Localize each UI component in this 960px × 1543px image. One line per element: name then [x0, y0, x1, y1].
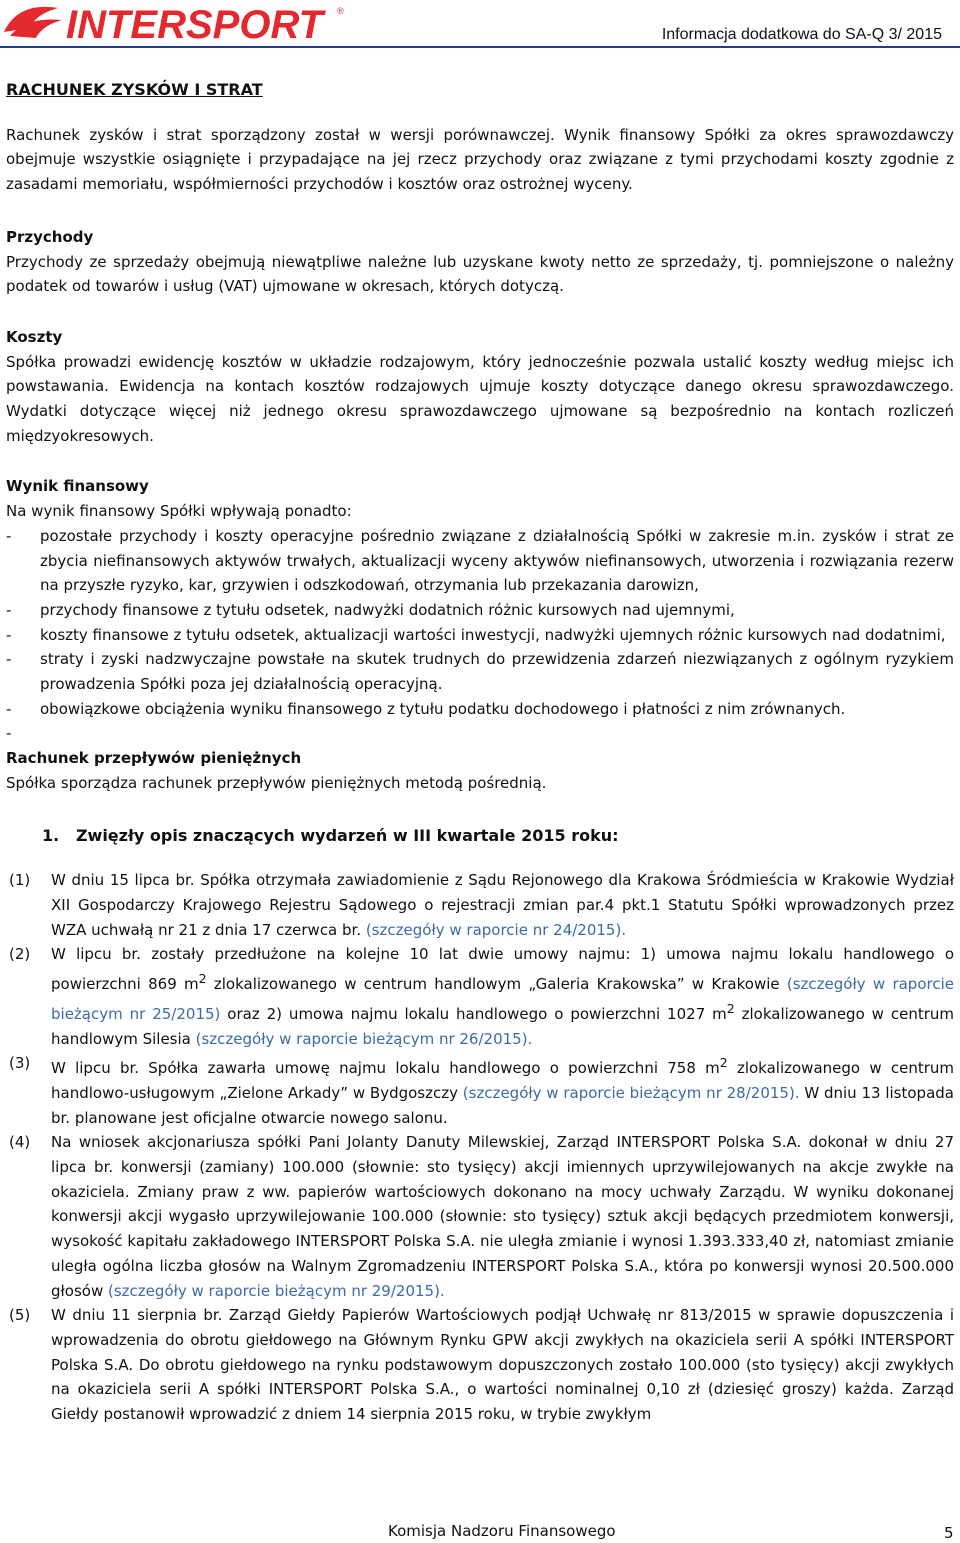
list-dash: - [6, 625, 12, 644]
event-item: (4) Na wniosek akcjonariusza spółki Pani Jolanty Danuty Milewskiej, Zarząd INTERSPORT Polska S.A. dokonał w dniu 27 lipca br. konwersji (zamiany) 100.000 (słownie: sto tysięcy) akcji imiennych uprzywilejowanych na akcje zwykłe na okaziciela. Zmiany praw z ww. papierów wartościowych dokonano na mocy uchwały Zarządu. W wyniku dokonanej konwersji akcji wygasło uprzywilejowanie 100.000 (słownie: sto tysięcy) sztuk akcji będących przedmiotem konwersji, wysokość kapitału zakładowego INTERSPORT Polska S.A. nie uległa zmianie i wynosi 1.393.333,40 zł, natomiast zmianie uległa ogólna liczba głosów na Walnym Zgromadzeniu INTERSPORT Polska S.A., która po konwersji wynosi 20.500.000 głosów (szczegóły w raporcie bieżącym nr 29/2015). [6, 1130, 954, 1303]
page-header [0, 0, 960, 48]
list-item: - straty i zyski nadzwyczajne powstałe na skutek trudnych do przewidzenia zdarzeń niezwiązanych z ogólnym ryzykiem prowadzenia Spółki poza jej działalnością operacyjną. [6, 647, 954, 696]
event-number: (2) [9, 945, 31, 964]
section-title-income-statement: RACHUNEK ZYSKÓW I STRAT [6, 80, 263, 99]
event-number: (3) [9, 1054, 31, 1073]
intersport-logo [0, 2, 350, 44]
report-link[interactable]: (szczegóły w raporcie bieżącym nr 28/2015). [462, 1083, 800, 1102]
heading-financial-result: Wynik finansowy [6, 477, 149, 496]
event-item: (2) W lipcu br. zostały przedłużone na kolejne 10 lat dwie umowy najmu: 1) umowa najmu lokalu handlowego o powierzchni 869 $m^2$ zlokalizowanego w centrum handlowym „Galeria Krakowska” w Krakowie (szczegóły w raporcie bieżącym nr 25/2015) oraz 2) umowa najmu lokalu handlowego o powierzchni 1027 $m^2$ zlokalizowanego w centrum handlowym Silesia (szczegóły w raporcie bieżącym nr 26/2015). [6, 942, 954, 1051]
list-dash: - [6, 526, 12, 545]
event-item: (1) W dniu 15 lipca br. Spółka otrzymała zawiadomienie z Sądu Rejonowego dla Krakowa Śródmieścia w Krakowie Wydział XII Gospodarczy Krajowego Rejestru Sądowego o rejestracji zmian par.4 pkt.1 Statutu Spółki wprowadzonych przez WZA uchwałą nr 21 z dnia 17 czerwca br. (szczegóły w raporcie nr 24/2015). [6, 868, 954, 942]
event-item: (3) W lipcu br. Spółka zawarła umowę najmu lokalu handlowego o powierzchni 758 $m^2$ zlokalizowanego w centrum handlowo-usługowym „Zielone Arkady” w Bydgoszczy (szczegóły w raporcie bieżącym nr 28/2015). W dniu 13 listopada br. planowane jest oficjalne otwarcie nowego salonu. [6, 1051, 954, 1130]
costs-paragraph: Spółka prowadzi ewidencję kosztów w układzie rodzajowym, który jednocześnie pozwala ustalić koszty według miejsc ich powstawania. Ewidencja na kontach kosztów rodzajowych ujmuje koszty dotyczące danego okresu sprawozdawczego. Wydatki dotyczące więcej niż jednego okresu sprawozdawczego ujmowane są bezpośrednio na kontach rozliczeń międzyokresowych. [6, 352, 954, 445]
svg-text:®: ® [337, 6, 344, 16]
report-link[interactable]: (szczegóły w raporcie bieżącym nr 29/2015). [108, 1281, 445, 1300]
list-dash: - [6, 650, 12, 669]
cash-flow-paragraph: Spółka sporządza rachunek przepływów pieniężnych metodą pośrednią. [6, 773, 547, 792]
event-number: (5) [9, 1306, 31, 1325]
heading-costs: Koszty [6, 327, 63, 346]
event-number: (4) [9, 1133, 31, 1152]
list-item: - pozostałe przychody i koszty operacyjne pośrednio związane z działalnością Spółki w zakresie m.in. zysków i strat ze zbycia niefinansowych aktywów trwałych, aktualizacji wyceny aktywów niefinansowych, utworzenia i rozwiązania rezerw na przyszłe ryzyko, kar, grzywien i odszkodowań, otrzymania lub przekazania darowizn, [6, 524, 954, 598]
report-title: Informacja dodatkowa do SA-Q 3/ 2015 [661, 26, 942, 43]
footer-label: Komisja Nadzoru Finansowego [388, 1522, 616, 1540]
list-dash: - [6, 699, 12, 718]
list-item-empty [6, 721, 954, 746]
list-dash: - [6, 724, 12, 743]
heading-cash-flow: Rachunek przepływów pieniężnych [6, 749, 302, 768]
financial-result-intro: Na wynik finansowy Spółki wpływają ponadto: [6, 502, 352, 521]
page-number: 5 [944, 1524, 954, 1542]
list-dash: - [6, 600, 12, 619]
section-heading-events: 1. Zwięzły opis znaczących wydarzeń w III kwartale 2015 roku: [42, 825, 619, 845]
list-item: - przychody finansowe z tytułu odsetek, nadwyżki dodatnich różnic kursowych nad ujemnymi, [6, 598, 954, 623]
intro-paragraph: Rachunek zysków i strat sporządzony został w wersji porównawczej. Wynik finansowy Spółki za okres sprawozdawczy obejmuje wszystkie osiągnięte i przypadające na jej rzecz przychody oraz związane z tymi przychodami koszty zgodnie z zasadami memoriału, współmierności przychodów i kosztów oraz ostrożnej wyceny. [6, 125, 954, 194]
event-item: (5) W dniu 11 sierpnia br. Zarząd Giełdy Papierów Wartościowych podjął Uchwałę nr 813/2015 w sprawie dopuszczenia i wprowadzenia do obrotu giełdowego na Głównym Rynku GPW akcji zwykłych na okaziciela serii A spółki INTERSPORT Polska S.A. Do obrotu giełdowego na rynku podstawowym dopuszczonych zostało 100.000 (sto tysięcy) akcji zwykłych na okaziciela serii A spółki INTERSPORT Polska S.A., o wartości nominalnej 0,10 zł (dziesięć groszy) każda. Zarząd Giełdy postanowił wprowadzić z dniem 14 sierpnia 2015 roku, w trybie zwykłym [6, 1303, 954, 1427]
report-link[interactable]: (szczegóły w raporcie nr 24/2015). [365, 920, 627, 939]
list-item: - koszty finansowe z tytułu odsetek, aktualizacji wartości inwestycji, nadwyżki ujemnych różnic kursowych nad dodatnimi, [6, 623, 954, 648]
revenue-paragraph: Przychody ze sprzedaży obejmują niewątpliwe należne lub uzyskane kwoty netto ze sprzedaży, tj. pomniejszone o należny podatek od towarów i usług (VAT) ujmowane w okresach, których dotyczą. [6, 252, 954, 296]
heading-revenue: Przychody [6, 227, 94, 246]
report-link[interactable]: (szczegóły w raporcie bieżącym nr 26/2015). [195, 1029, 533, 1048]
svg-text:INTERSPORT: INTERSPORT [66, 3, 324, 44]
document-body [6, 78, 954, 1427]
header-divider [0, 46, 960, 48]
list-item: - obowiązkowe obciążenia wyniku finansowego z tytułu podatku dochodowego i płatności z nim zrównanych. [6, 697, 954, 722]
report-link[interactable]: (szczegóły w raporcie bieżącym nr 25/2015) [51, 975, 954, 1023]
event-number: (1) [9, 871, 31, 890]
